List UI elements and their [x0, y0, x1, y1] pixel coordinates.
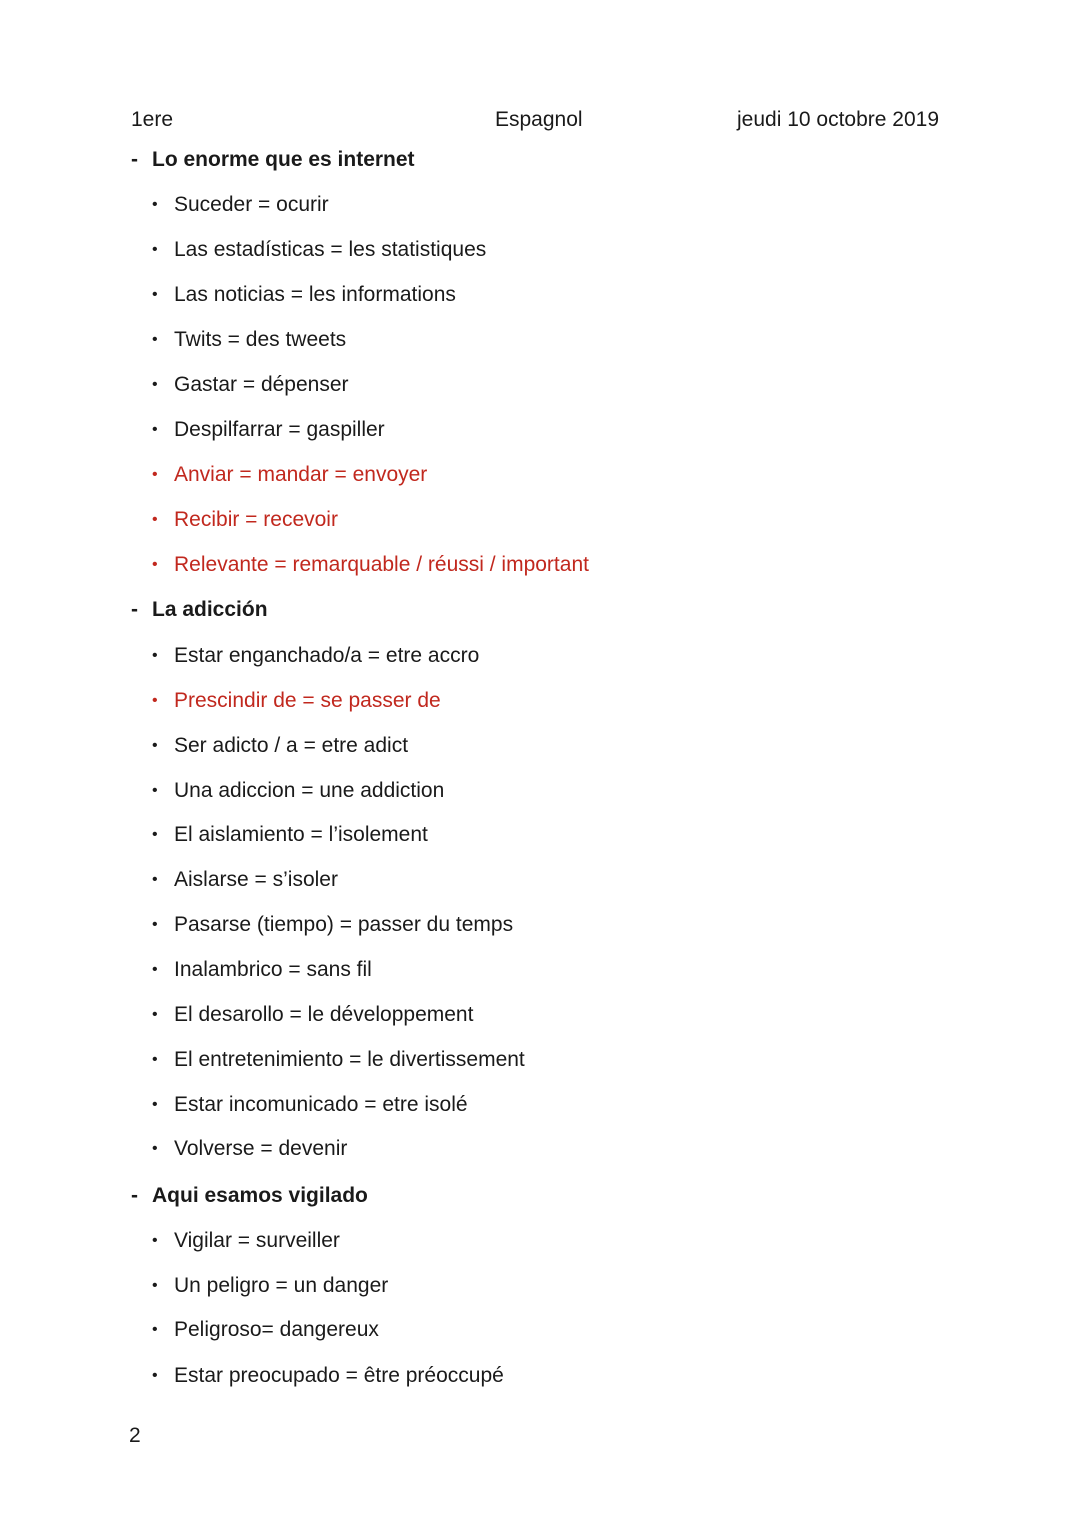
bullet-icon: • [152, 1006, 158, 1023]
list-item-text: Volverse = devenir [174, 1137, 348, 1160]
list-item-text: El aislamiento = l’isolement [174, 823, 428, 846]
bullet-icon: • [152, 647, 158, 664]
list-item-text: Anviar = mandar = envoyer [174, 463, 428, 486]
bullet-icon: • [152, 1367, 158, 1384]
bullet-icon: • [152, 782, 158, 799]
list-item-highlighted [152, 552, 589, 578]
bullet-icon: • [152, 916, 158, 933]
section-title-internet [131, 147, 415, 173]
list-item [152, 192, 329, 218]
list-item-text: Pasarse (tiempo) = passer du temps [174, 913, 514, 936]
list-item-text: Recibir = recevoir [174, 508, 338, 531]
list-item-text: Estar enganchado/a = etre accro [174, 644, 480, 667]
list-item [152, 1136, 347, 1162]
list-item-text: Las estadísticas = les statistiques [174, 238, 487, 261]
bullet-icon: • [152, 1140, 158, 1157]
bullet-icon: • [152, 1096, 158, 1113]
bullet-icon: • [152, 241, 158, 258]
list-item [152, 327, 346, 353]
list-item-text: Estar preocupado = être préoccupé [174, 1364, 504, 1387]
list-item [152, 822, 428, 848]
list-item [152, 912, 513, 938]
bullet-icon: • [152, 421, 158, 438]
list-item [152, 1273, 388, 1299]
list-item [152, 1363, 504, 1389]
list-item-text: Las noticias = les informations [174, 283, 456, 306]
list-item-text: Twits = des tweets [174, 328, 347, 351]
bullet-icon: • [152, 196, 158, 213]
bullet-icon: • [152, 331, 158, 348]
page-header [0, 108, 1080, 136]
list-item-text: Ser adicto / a = etre adict [174, 734, 409, 757]
bullet-icon: • [152, 286, 158, 303]
list-item-text: Aislarse = s’isoler [174, 868, 338, 891]
date-label: jeudi 10 octobre 2019 [737, 108, 939, 131]
bullet-icon: • [152, 871, 158, 888]
dash-bullet: - [131, 598, 138, 621]
bullet-icon: • [152, 556, 158, 573]
bullet-icon: • [152, 826, 158, 843]
list-item-text: Vigilar = surveiller [174, 1229, 340, 1252]
list-item [152, 778, 444, 804]
list-item-text: Un peligro = un danger [174, 1274, 389, 1297]
bullet-icon: • [152, 961, 158, 978]
page-number: 2 [129, 1424, 141, 1447]
bullet-icon: • [152, 1321, 158, 1338]
list-item-text: Peligroso= dangereux [174, 1318, 379, 1341]
list-item-highlighted [152, 462, 427, 488]
section-title-text: Lo enorme que es internet [152, 148, 415, 171]
list-item-text: Gastar = dépenser [174, 373, 349, 396]
list-item-text: Prescindir de = se passer de [174, 689, 441, 712]
list-item-text: El desarollo = le développement [174, 1003, 474, 1026]
subject-title: Espagnol [495, 108, 583, 131]
list-item [152, 1047, 525, 1073]
bullet-icon: • [152, 1277, 158, 1294]
list-item-highlighted [152, 688, 441, 714]
list-item-text: Una adiccion = une addiction [174, 779, 445, 802]
list-item-text: Suceder = ocurir [174, 193, 329, 216]
dash-bullet: - [131, 148, 138, 171]
list-item [152, 1092, 468, 1118]
list-item-text: Despilfarrar = gaspiller [174, 418, 385, 441]
list-item [152, 733, 408, 759]
bullet-icon: • [152, 1051, 158, 1068]
bullet-icon: • [152, 466, 158, 483]
bullet-icon: • [152, 511, 158, 528]
list-item [152, 237, 486, 263]
dash-bullet: - [131, 1184, 138, 1207]
section-title-text: Aqui esamos vigilado [152, 1184, 368, 1207]
list-item [152, 867, 338, 893]
bullet-icon: • [152, 737, 158, 754]
list-item-text: Relevante = remarquable / réussi / important [174, 553, 589, 576]
class-level: 1ere [131, 108, 174, 131]
list-item [152, 417, 385, 443]
list-item-text: El entretenimiento = le divertissement [174, 1048, 525, 1071]
list-item-highlighted [152, 507, 338, 533]
list-item [152, 643, 479, 669]
section-title-vigilado [131, 1183, 368, 1209]
bullet-icon: • [152, 376, 158, 393]
list-item [152, 1228, 340, 1254]
list-item [152, 372, 349, 398]
list-item [152, 957, 372, 983]
list-item [152, 1002, 473, 1028]
list-item-text: Inalambrico = sans fil [174, 958, 372, 981]
bullet-icon: • [152, 1232, 158, 1249]
bullet-icon: • [152, 692, 158, 709]
list-item-text: Estar incomunicado = etre isolé [174, 1093, 468, 1116]
list-item [152, 282, 456, 308]
section-title-text: La adicción [152, 598, 268, 621]
list-item [152, 1317, 379, 1343]
section-title-adiccion [131, 597, 268, 623]
